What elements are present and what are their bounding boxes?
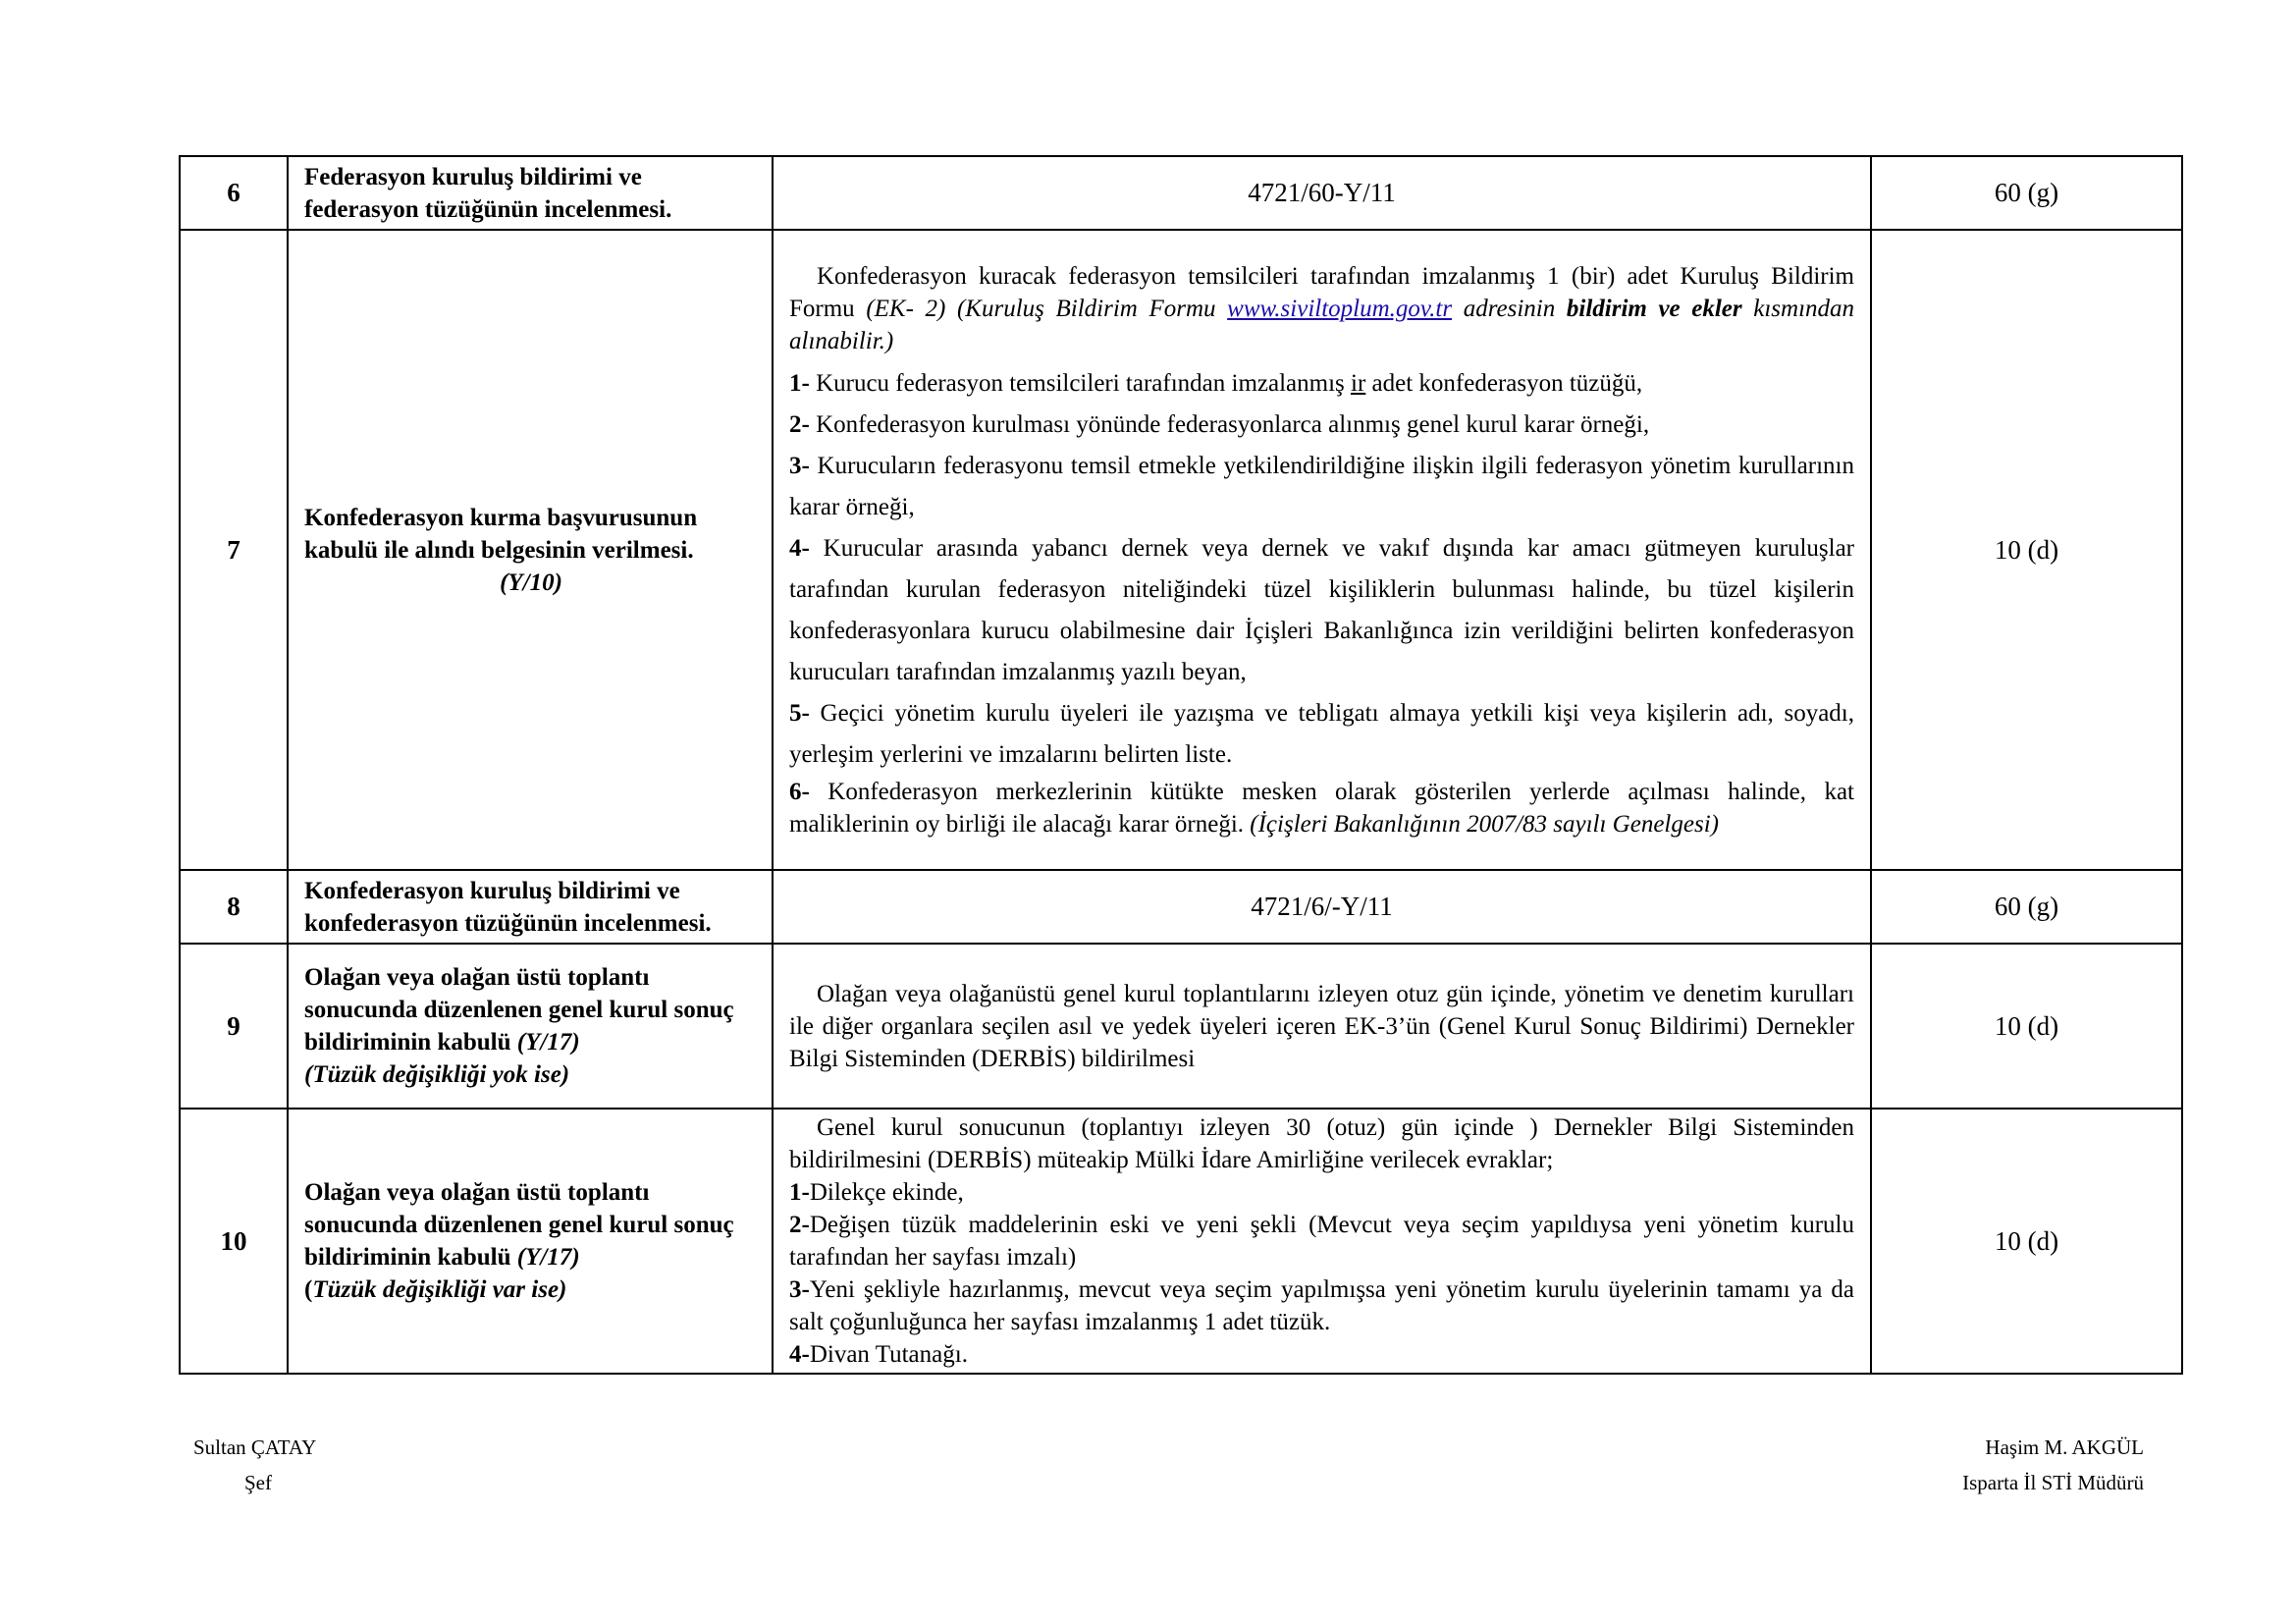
intro-paragraph: Genel kurul sonucunun (toplantıyı izleyen 30 (otuz) gün içinde ) Dernekler Bilgi Sisteminden bildirilmesini (DERBİS) müteakip Mülki İdare Amirliğine verilecek evraklar; — [789, 1114, 1854, 1173]
signer-name: Haşim M. AKGÜL — [1985, 1435, 2144, 1459]
intro-ek: (EK- 2) (Kuruluş Bildirim Formu — [866, 295, 1216, 322]
row-number: 9 — [180, 944, 288, 1109]
item-note: (İçişleri Bakanlığının 2007/83 sayılı Genelgesi) — [1250, 810, 1719, 838]
required-documents — [773, 230, 1871, 870]
intro-end: kısmından alınabilir.) — [789, 295, 1855, 354]
services-table — [179, 155, 2183, 1375]
item-number: 1- — [789, 369, 810, 397]
list-item — [789, 776, 1854, 840]
list-item — [789, 363, 1854, 405]
item-text: Konfederasyon kurulması yönünde federasyonlarca alınmış genel kurul karar örneği, — [816, 410, 1650, 438]
list-item — [789, 528, 1854, 693]
subject-note: Tüzük değişikliği var ise) — [312, 1276, 567, 1303]
signer-title: Şef — [244, 1471, 272, 1494]
legal-reference: 4721/6/-Y/11 — [773, 870, 1871, 944]
intro-text: Konfederasyon kuracak federasyon temsilcileri tarafından imzalanmış 1 (bir) adet Kuruluş Bildirim Formu — [789, 262, 1854, 322]
subject-reference: (Y/17) — [516, 1029, 580, 1056]
subject-text: Olağan veya olağan üstü toplantı sonucunda düzenlenen genel kurul sonuç bildiriminin kabulü — [304, 1179, 734, 1271]
table-row — [180, 870, 2182, 944]
item-number: 4- — [789, 1341, 810, 1368]
list-item — [789, 405, 1854, 446]
duration: 10 (d) — [1871, 230, 2182, 870]
item-text: Değişen tüzük maddelerinin eski ve yeni şekli (Mevcut veya seçim yapıldıysa yeni yönetim kurulu tarafından her sayfası imzalı) — [789, 1212, 1854, 1271]
item-text: Yeni şekliyle hazırlanmış, mevcut veya seçim yapılmışsa yeni yönetim kurulu üyelerinin tamamı ya da salt çoğunluğunca her sayfası imzalanmış 1 adet tüzük. — [789, 1276, 1854, 1335]
duration: 60 (g) — [1871, 870, 2182, 944]
item-text: Konfederasyon merkezlerinin kütükte mesken olarak gösterilen yerlerde açılması halinde, kat maliklerinin oy birliği ile alacağı karar örneği. — [789, 778, 1854, 838]
item-text: Kurucu federasyon temsilcileri tarafından imzalanmış — [816, 369, 1345, 397]
item-number: 3- — [789, 1276, 810, 1303]
legal-reference: 4721/60-Y/11 — [773, 156, 1871, 230]
intro-after-link: adresinin — [1463, 295, 1556, 322]
list-item — [789, 1273, 1854, 1338]
subject-text: Olağan veya olağan üstü toplantı sonucunda düzenlenen genel kurul sonuç bildiriminin kabulü — [304, 964, 734, 1056]
required-documents — [773, 944, 1871, 1109]
service-subject: Konfederasyon kuruluş bildirimi ve konfederasyon tüzüğünün incelenmesi. — [288, 870, 773, 944]
subject-note-open: ( — [304, 1276, 313, 1303]
item-text: Divan Tutanağı. — [809, 1341, 968, 1368]
row-number: 7 — [180, 230, 288, 870]
table-row — [180, 230, 2182, 870]
signature-left — [193, 1430, 316, 1500]
subject-reference: (Y/17) — [516, 1244, 580, 1271]
required-documents — [773, 1109, 1871, 1374]
subject-text: Konfederasyon kurma başvurusunun kabulü ile alındı belgesinin verilmesi. — [304, 504, 698, 564]
table-row — [180, 156, 2182, 230]
duration: 10 (d) — [1871, 944, 2182, 1109]
siviltoplum-link[interactable]: www.siviltoplum.gov.tr — [1227, 295, 1453, 322]
duration: 10 (d) — [1871, 1109, 2182, 1374]
intro-paragraph — [789, 260, 1854, 357]
item-number: 2- — [789, 410, 810, 438]
list-item — [789, 1176, 1854, 1209]
row-number: 10 — [180, 1109, 288, 1374]
subject-note: (Tüzük değişikliği yok ise) — [304, 1061, 570, 1088]
list-item — [789, 1338, 1854, 1371]
item-number: 6- — [789, 778, 810, 805]
service-subject — [288, 1109, 773, 1374]
signature-right — [1962, 1430, 2144, 1500]
service-subject: Federasyon kuruluş bildirimi ve federasyon tüzüğünün incelenmesi. — [288, 156, 773, 230]
table-row — [180, 1109, 2182, 1374]
item-number: 5- — [789, 699, 810, 727]
list-item — [789, 1209, 1854, 1273]
item-number: 1- — [789, 1179, 810, 1206]
service-subject — [288, 230, 773, 870]
item-number: 3- — [789, 452, 810, 479]
item-text-end: adet konfederasyon tüzüğü, — [1371, 369, 1643, 397]
subject-reference: (Y/10) — [500, 568, 562, 596]
item-number: 4- — [789, 534, 810, 562]
service-subject — [288, 944, 773, 1109]
item-text: Dilekçe ekinde, — [809, 1179, 964, 1206]
item-text: Kurucuların federasyonu temsil etmekle yetkilendirildiğine ilişkin ilgili federasyon yönetim kurullarının karar örneği, — [789, 452, 1855, 520]
row-number: 8 — [180, 870, 288, 944]
list-item — [789, 446, 1854, 528]
item-text-underlined: ir — [1351, 369, 1366, 397]
intro-bold: bildirim ve ekler — [1566, 295, 1742, 322]
description-text: Olağan veya olağanüstü genel kurul toplantılarını izleyen otuz gün içinde, yönetim ve denetim kurulları ile diğer organlara seçilen asıl ve yedek üyeleri içeren EK-3’ün (Genel Kurul Sonuç Bildirimi) Dernekler Bilgi Sisteminden (DERBİS) bildirilmesi — [789, 980, 1854, 1072]
item-number: 2- — [789, 1212, 810, 1238]
duration: 60 (g) — [1871, 156, 2182, 230]
item-text: Geçici yönetim kurulu üyeleri ile yazışma ve tebligatı almaya yetkili kişi veya kişilerin adı, soyadı, yerleşim yerlerini ve imzalarını belirten liste. — [789, 699, 1854, 768]
item-text: Kurucular arasında yabancı dernek veya dernek ve vakıf dışında kar amacı gütmeyen kuruluşlar tarafından kurulan federasyon niteliğindeki tüzel kişiliklerin bulunması halinde, bu tüzel kişilerin konfederasyonlara kurucu olabilmesine dair İçişleri Bakanlığınca izin verildiğini belirten konfederasyon kurucuları tarafından imzalanmış yazılı beyan, — [789, 534, 1855, 685]
row-number: 6 — [180, 156, 288, 230]
list-item — [789, 693, 1854, 776]
signer-title: Isparta İl STİ Müdürü — [1962, 1471, 2144, 1494]
table-row — [180, 944, 2182, 1109]
signer-name: Sultan ÇATAY — [193, 1435, 317, 1459]
